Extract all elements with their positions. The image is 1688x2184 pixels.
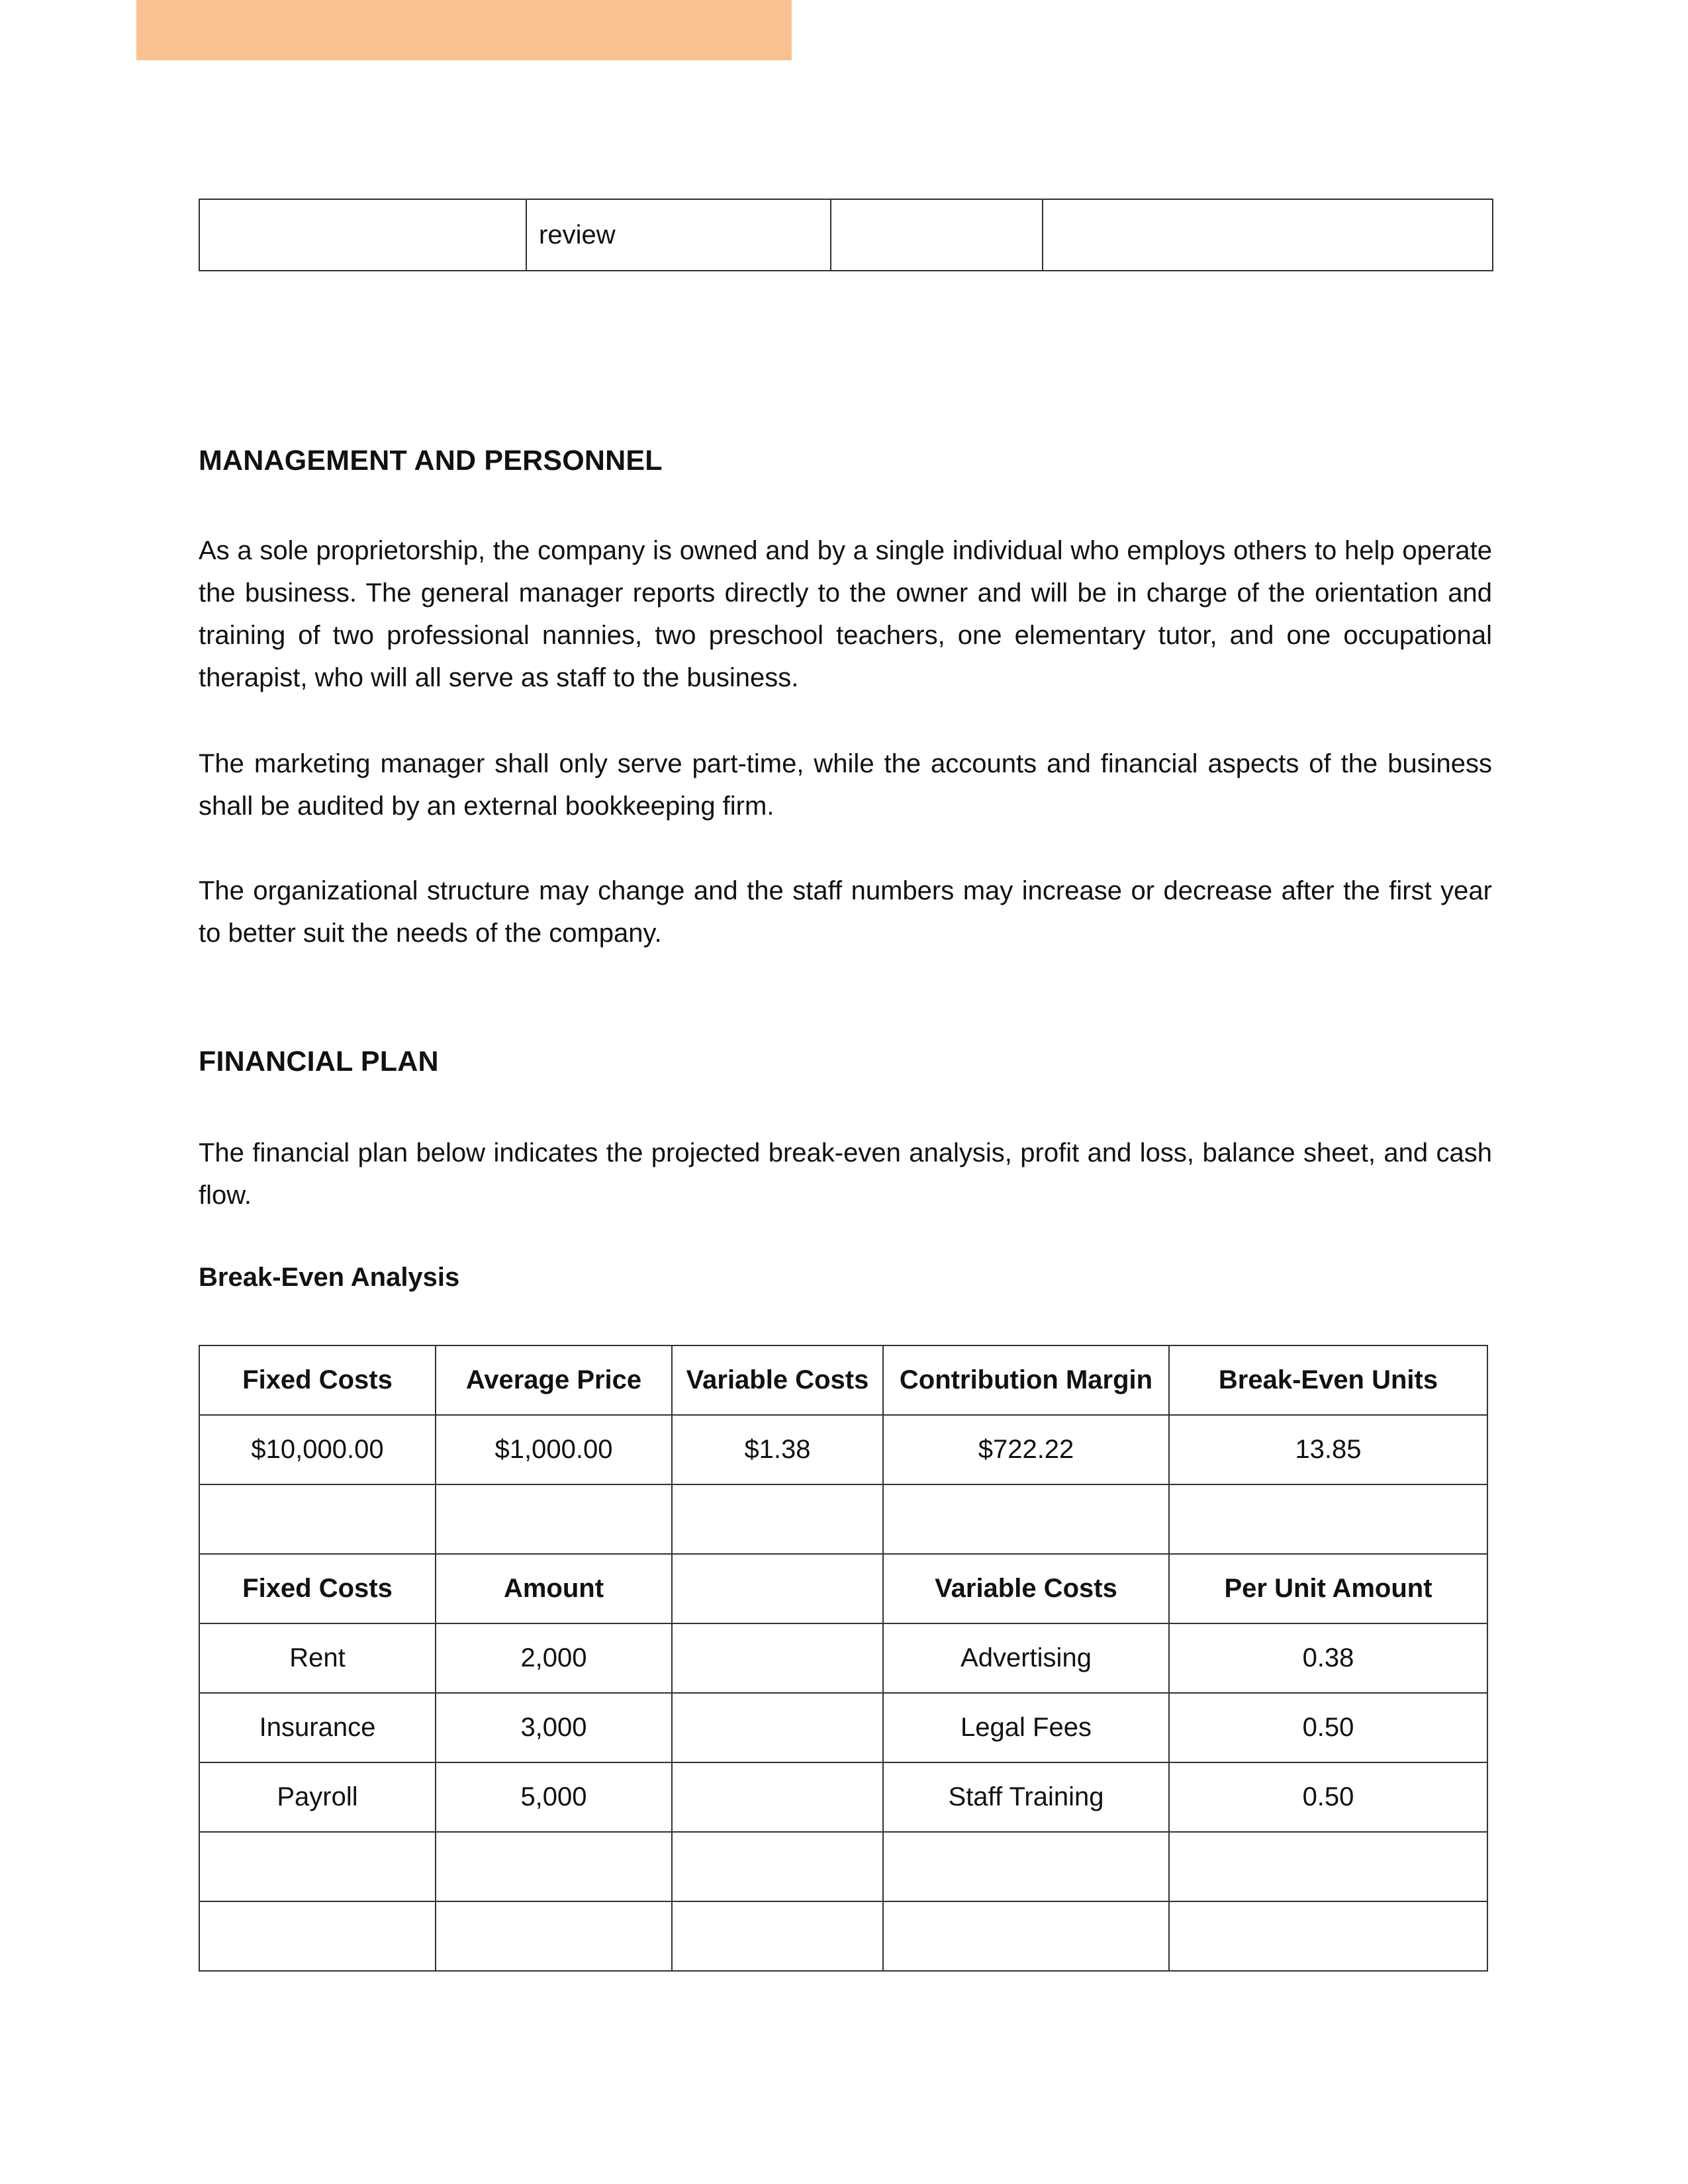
table-header-cell: Per Unit Amount [1169,1554,1487,1623]
table-row [199,1415,1487,1484]
table-cell: Insurance [199,1693,436,1762]
table-cell [672,1762,883,1832]
table-cell [1169,1901,1487,1971]
management-heading: MANAGEMENT AND PERSONNEL [199,445,663,477]
table-cell [436,1901,672,1971]
table-cell [199,1484,436,1554]
break-even-subheading: Break-Even Analysis [199,1263,460,1292]
table-cell: 0.50 [1169,1693,1487,1762]
table-row [199,1693,1487,1762]
continued-table [199,199,1493,271]
table-row [199,1832,1487,1901]
table-cell: Staff Training [883,1762,1169,1832]
table-cell [672,1693,883,1762]
financial-plan-intro: The financial plan below indicates the projected break-even analysis, profit and loss, balance sheet, and cash flow. [199,1138,1492,1210]
table-cell: 13.85 [1169,1415,1487,1484]
table-cell [199,199,526,271]
management-paragraph-3: The organizational structure may change and the staff numbers may increase or decrease after the first year to better suit the needs of the company. [199,876,1492,948]
table-cell: $1,000.00 [436,1415,672,1484]
management-paragraph-2: The marketing manager shall only serve part-time, while the accounts and financial aspects of the business shall be audited by an external bookkeeping firm. [199,749,1492,821]
table-row [199,1901,1487,1971]
table-cell [672,1484,883,1554]
table-cell [831,199,1043,271]
header-accent-bar [136,0,792,60]
table-cell [672,1623,883,1693]
table-cell [1169,1484,1487,1554]
table-cell: 0.50 [1169,1762,1487,1832]
table-row [199,1762,1487,1832]
table-cell: 0.38 [1169,1623,1487,1693]
table-cell [199,1901,436,1971]
table-cell [672,1832,883,1901]
table-cell [436,1832,672,1901]
table-header-cell [672,1554,883,1623]
table-cell [436,1484,672,1554]
table-cell [883,1484,1169,1554]
table-cell: $722.22 [883,1415,1169,1484]
table-row [199,1484,1487,1554]
table-cell: Advertising [883,1623,1169,1693]
table-cell: Rent [199,1623,436,1693]
table-row [199,1623,1487,1693]
table-header-cell: Break-Even Units [1169,1345,1487,1415]
table-cell: $1.38 [672,1415,883,1484]
table-header-cell: Contribution Margin [883,1345,1169,1415]
table-header-cell: Variable Costs [672,1345,883,1415]
table-header-cell: Fixed Costs [199,1345,436,1415]
table-header-cell: Average Price [436,1345,672,1415]
financial-plan-heading: FINANCIAL PLAN [199,1046,439,1077]
management-paragraph-1: As a sole proprietorship, the company is owned and by a single individual who employs others to help operate the business. The general manager reports directly to the owner and will be in charge of the orientation and training of two professional nannies, two preschool teachers, one elementary tutor, and one occupational therapist, who will all serve as staff to the business. [199,536,1492,692]
table-cell [672,1901,883,1971]
table-cell [199,1832,436,1901]
break-even-table [199,1345,1488,1972]
table-cell: 5,000 [436,1762,672,1832]
table-cell [1169,1832,1487,1901]
table-cell: review [526,199,831,271]
table-row [199,1554,1487,1623]
table-cell: Payroll [199,1762,436,1832]
table-cell: Legal Fees [883,1693,1169,1762]
table-cell [883,1832,1169,1901]
table-row [199,1345,1487,1415]
table-cell: 2,000 [436,1623,672,1693]
table-header-cell: Fixed Costs [199,1554,436,1623]
table-cell [883,1901,1169,1971]
table-cell: 3,000 [436,1693,672,1762]
table-header-cell: Amount [436,1554,672,1623]
table-cell: $10,000.00 [199,1415,436,1484]
table-cell [1043,199,1493,271]
table-header-cell: Variable Costs [883,1554,1169,1623]
table-row [199,199,1493,271]
